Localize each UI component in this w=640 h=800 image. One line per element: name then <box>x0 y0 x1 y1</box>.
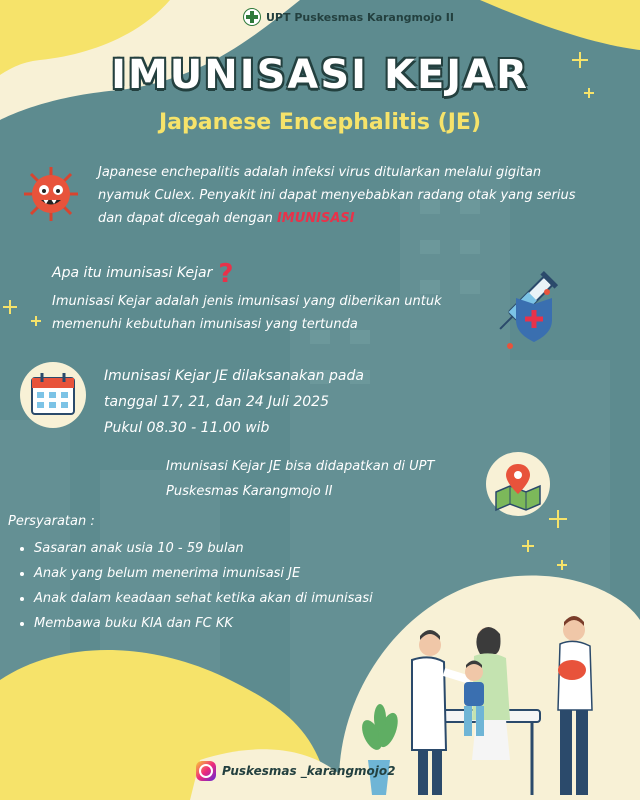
intro-line-2: nyamuk Culex. Penyakit ini dapat menyebabkan radang otak yang serius <box>98 188 576 203</box>
schedule-block <box>104 363 364 441</box>
virus-icon <box>22 165 80 223</box>
requirements-heading: Persyaratan : <box>8 514 95 529</box>
syringe-shield-icon <box>482 262 562 352</box>
map-location-icon <box>486 452 550 516</box>
page-subtitle: Japanese Encephalitis (JE) <box>158 110 481 135</box>
requirement-item: • Sasaran anak usia 10 - 59 bulan <box>34 536 446 561</box>
requirement-item: • Anak dalam keadaan sehat ketika akan di imunisasi <box>34 586 446 611</box>
question-heading-row <box>52 258 234 289</box>
immunization-highlight: IMUNISASI <box>276 211 355 226</box>
instagram-handle: Puskesmas _karangmojo2 <box>222 764 396 778</box>
vaccination-illustration <box>360 610 640 800</box>
calendar-icon <box>20 362 86 428</box>
requirement-item: • Membawa buku KIA dan FC KK <box>34 611 446 636</box>
schedule-line-2: tanggal 17, 21, dan 24 Juli 2025 <box>104 394 329 410</box>
header-organization <box>243 8 454 26</box>
page-title: IMUNISASI KEJAR <box>111 52 529 98</box>
schedule-line-1: Imunisasi Kejar JE dilaksanakan pada <box>104 368 364 384</box>
intro-line-3 <box>98 207 628 230</box>
header-org-name: UPT Puskesmas Karangmojo II <box>266 10 454 24</box>
schedule-line-3: Pukul 08.30 - 11.00 wib <box>104 420 270 436</box>
answer-line-2: memenuhi kebutuhan imunisasi yang tertunda <box>52 317 358 332</box>
instagram-icon <box>196 761 216 781</box>
intro-paragraph <box>98 161 628 230</box>
puskesmas-logo-icon <box>243 8 261 26</box>
location-line-2: Puskesmas Karangmojo II <box>166 484 333 499</box>
location-line-1: Imunisasi Kejar JE bisa didapatkan di UPT <box>166 459 435 474</box>
requirement-item: • Anak yang belum menerima imunisasi JE <box>34 561 446 586</box>
question-answer <box>52 290 472 336</box>
question-heading: Apa itu imunisasi Kejar <box>52 265 213 281</box>
answer-line-1: Imunisasi Kejar adalah jenis imunisasi yang diberikan untuk <box>52 294 442 309</box>
location-block <box>166 454 434 504</box>
question-mark-icon: ? <box>218 258 234 289</box>
instagram-handle-row <box>196 761 396 781</box>
intro-line-1: Japanese enchepalitis adalah infeksi virus ditularkan melalui gigitan <box>98 165 542 180</box>
intro-line-3-text: dan dapat dicegah dengan <box>98 211 277 226</box>
